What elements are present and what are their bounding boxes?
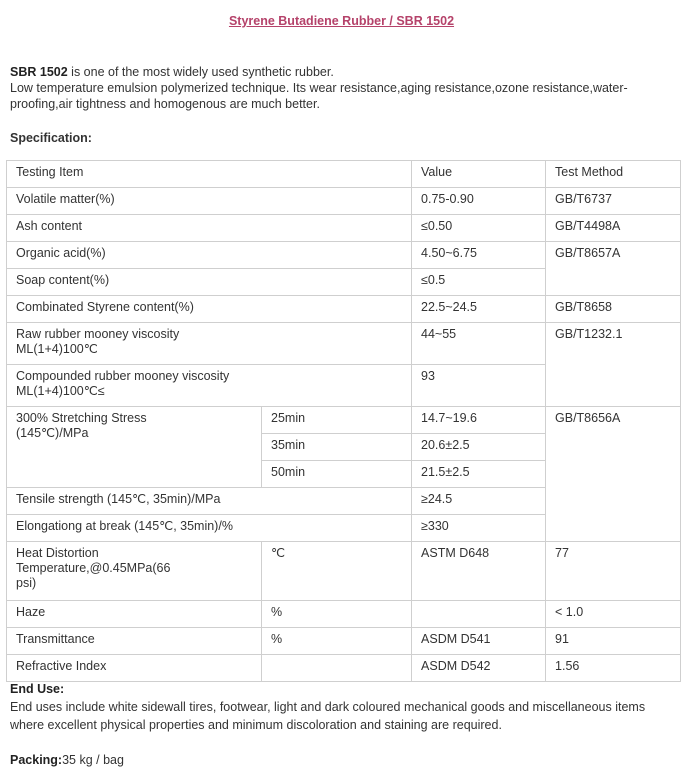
cell-value: 4.50~6.75 — [412, 242, 546, 269]
cell-item — [7, 542, 262, 601]
cell-item-line: ML(1+4)100℃≤ — [16, 384, 105, 398]
cell-value: ≤0.50 — [412, 215, 546, 242]
cell-item: Organic acid(%) — [7, 242, 412, 269]
header-value: Value — [412, 161, 546, 188]
intro-line1: is one of the most widely used synthetic rubber. — [67, 65, 334, 79]
packing-section — [10, 751, 675, 769]
cell-value: 22.5~24.5 — [412, 296, 546, 323]
cell-unit: % — [262, 601, 412, 628]
table-row — [7, 188, 681, 215]
cell-method: GB/T1232.1 — [546, 323, 681, 407]
cell-value: 14.7~19.6 — [412, 407, 546, 434]
table-row — [7, 601, 681, 628]
table-row — [7, 296, 681, 323]
cell-item: Ash content — [7, 215, 412, 242]
intro-line2: Low temperature emulsion polymerized technique. Its wear resistance,aging resistance,ozone resistance,water-proofing,air tightness and homogenous are much better. — [10, 81, 628, 111]
cell-method: GB/T8657A — [546, 242, 681, 296]
end-use-section — [10, 680, 675, 734]
table-header-row — [7, 161, 681, 188]
cell-item: Volatile matter(%) — [7, 188, 412, 215]
cell-method: GB/T6737 — [546, 188, 681, 215]
cell-item — [7, 407, 262, 488]
product-name: SBR 1502 — [10, 65, 68, 79]
cell-value: 20.6±2.5 — [412, 434, 546, 461]
cell-item-line: (145℃)/MPa — [16, 426, 89, 440]
table-row — [7, 242, 681, 269]
cell-method: ASDM D542 — [412, 655, 546, 682]
table-row — [7, 323, 681, 365]
cell-method: GB/T4498A — [546, 215, 681, 242]
cell-item: Combinated Styrene content(%) — [7, 296, 412, 323]
cell-item-line: Temperature,@0.45MPa(66 — [16, 561, 171, 575]
header-testing-item: Testing Item — [7, 161, 412, 188]
intro-paragraph — [10, 64, 670, 112]
cell-method: ASDM D541 — [412, 628, 546, 655]
cell-item: Elongationg at break (145℃, 35min)/% — [7, 515, 412, 542]
table-row — [7, 407, 681, 434]
end-use-text: End uses include white sidewall tires, footwear, light and dark coloured mechanical goods and miscellaneous items where excellent physical properties and minimum discoloration and staining are required. — [10, 700, 646, 732]
cell-method: ASTM D648 — [412, 542, 546, 601]
cell-value: ≤0.5 — [412, 269, 546, 296]
cell-item — [7, 365, 412, 407]
cell-item: Transmittance — [7, 628, 262, 655]
packing-label: Packing: — [10, 753, 63, 767]
cell-value: 44~55 — [412, 323, 546, 365]
cell-method: GB/T8656A — [546, 407, 681, 542]
cell-time: 50min — [262, 461, 412, 488]
spec-heading: Specification: — [10, 131, 92, 145]
cell-item-line: psi) — [16, 576, 37, 590]
cell-item — [7, 323, 412, 365]
page-title[interactable]: Styrene Butadiene Rubber / SBR 1502 — [228, 14, 455, 28]
table-row — [7, 542, 681, 601]
cell-value: ≥330 — [412, 515, 546, 542]
cell-unit: ℃ — [262, 542, 412, 601]
cell-method — [412, 601, 546, 628]
cell-unit: % — [262, 628, 412, 655]
packing-value: 35 kg / bag — [62, 753, 124, 767]
cell-result: < 1.0 — [546, 601, 681, 628]
cell-result: 77 — [546, 542, 681, 601]
header-test-method: Test Method — [546, 161, 681, 188]
cell-item: Soap content(%) — [7, 269, 412, 296]
cell-result: 91 — [546, 628, 681, 655]
cell-item: Haze — [7, 601, 262, 628]
cell-value: 93 — [412, 365, 546, 407]
cell-item: Tensile strength (145℃, 35min)/MPa — [7, 488, 412, 515]
table-row — [7, 628, 681, 655]
cell-value: ≥24.5 — [412, 488, 546, 515]
cell-item-line: Raw rubber mooney viscosity — [16, 327, 180, 341]
cell-item-line: ML(1+4)100℃ — [16, 342, 98, 356]
cell-unit — [262, 655, 412, 682]
cell-item: Refractive Index — [7, 655, 262, 682]
cell-time: 25min — [262, 407, 412, 434]
end-use-heading: End Use: — [10, 682, 65, 696]
cell-item-line: Heat Distortion — [16, 546, 99, 560]
table-row — [7, 655, 681, 682]
cell-method: GB/T8658 — [546, 296, 681, 323]
cell-time: 35min — [262, 434, 412, 461]
spec-table — [6, 160, 681, 682]
cell-result: 1.56 — [546, 655, 681, 682]
cell-value: 21.5±2.5 — [412, 461, 546, 488]
cell-item-line: 300% Stretching Stress — [16, 411, 147, 425]
table-row — [7, 215, 681, 242]
cell-item-line: Compounded rubber mooney viscosity — [16, 369, 230, 383]
cell-value: 0.75-0.90 — [412, 188, 546, 215]
